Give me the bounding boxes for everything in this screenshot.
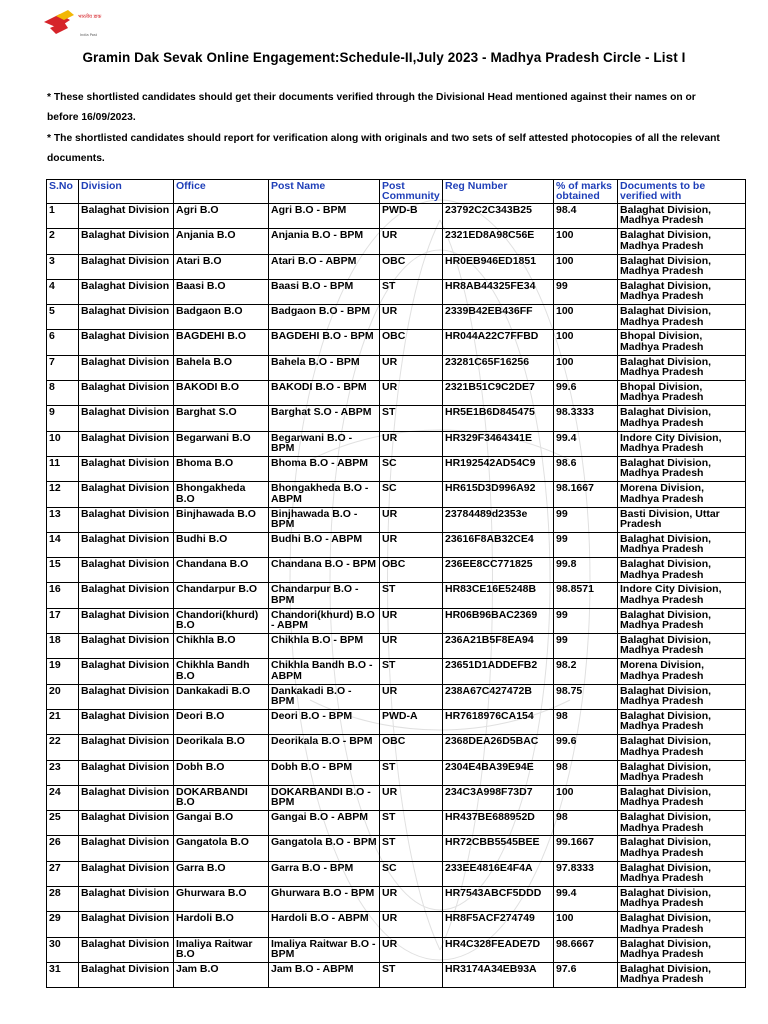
table-row	[47, 937, 746, 962]
cell-documents-verified-with: Balaghat Division, Madhya Pradesh	[618, 709, 746, 734]
cell-marks: 99.4	[554, 431, 618, 456]
cell-post-name: Dobh B.O - BPM	[269, 760, 380, 785]
cell-division: Balaghat Division	[79, 532, 174, 557]
table-row	[47, 811, 746, 836]
page-title: Gramin Dak Sevak Online Engagement:Schedule-II,July 2023 - Madhya Pradesh Circle - List I	[82, 50, 686, 65]
cell-marks: 98.2	[554, 659, 618, 684]
cell-reg-number: 23651D1ADDEFB2	[443, 659, 554, 684]
cell-marks: 99.1667	[554, 836, 618, 861]
cell-reg-number: HR3174A34EB93A	[443, 962, 554, 987]
cell-office: Bahela B.O	[174, 355, 269, 380]
cell-post-name: Anjania B.O - BPM	[269, 229, 380, 254]
cell-post-community: UR	[380, 381, 443, 406]
cell-documents-verified-with: Balaghat Division, Madhya Pradesh	[618, 279, 746, 304]
cell-marks: 98.6667	[554, 937, 618, 962]
cell-documents-verified-with: Morena Division, Madhya Pradesh	[618, 482, 746, 507]
cell-division: Balaghat Division	[79, 330, 174, 355]
cell-office: Deori B.O	[174, 709, 269, 734]
cell-division: Balaghat Division	[79, 861, 174, 886]
cell-division: Balaghat Division	[79, 482, 174, 507]
cell-documents-verified-with: Bhopal Division, Madhya Pradesh	[618, 330, 746, 355]
cell-sno: 28	[47, 887, 79, 912]
cell-marks: 100	[554, 912, 618, 937]
cell-post-name: Chandarpur B.O - BPM	[269, 583, 380, 608]
cell-sno: 21	[47, 709, 79, 734]
cell-documents-verified-with: Balaghat Division, Madhya Pradesh	[618, 861, 746, 886]
cell-post-name: DOKARBANDI B.O - BPM	[269, 785, 380, 810]
cell-division: Balaghat Division	[79, 305, 174, 330]
cell-documents-verified-with: Balaghat Division, Madhya Pradesh	[618, 406, 746, 431]
cell-post-community: UR	[380, 912, 443, 937]
cell-office: Gangai B.O	[174, 811, 269, 836]
cell-documents-verified-with: Morena Division, Madhya Pradesh	[618, 659, 746, 684]
cell-reg-number: HR83CE16E5248B	[443, 583, 554, 608]
cell-post-community: UR	[380, 684, 443, 709]
cell-post-community: ST	[380, 406, 443, 431]
cell-documents-verified-with: Balaghat Division, Madhya Pradesh	[618, 608, 746, 633]
cell-post-name: Chikhla Bandh B.O - ABPM	[269, 659, 380, 684]
cell-post-community: ST	[380, 836, 443, 861]
cell-division: Balaghat Division	[79, 887, 174, 912]
cell-office: Jam B.O	[174, 962, 269, 987]
cell-office: BAKODI B.O	[174, 381, 269, 406]
cell-reg-number: HR7543ABCF5DDD	[443, 887, 554, 912]
table-row	[47, 330, 746, 355]
cell-documents-verified-with: Balaghat Division, Madhya Pradesh	[618, 558, 746, 583]
cell-office: Chandarpur B.O	[174, 583, 269, 608]
cell-marks: 99	[554, 507, 618, 532]
cell-sno: 13	[47, 507, 79, 532]
cell-marks: 98.1667	[554, 482, 618, 507]
cell-sno: 15	[47, 558, 79, 583]
cell-marks: 99	[554, 608, 618, 633]
cell-division: Balaghat Division	[79, 836, 174, 861]
cell-division: Balaghat Division	[79, 229, 174, 254]
cell-marks: 100	[554, 305, 618, 330]
cell-division: Balaghat Division	[79, 962, 174, 987]
cell-reg-number: HR192542AD54C9	[443, 456, 554, 481]
table-row	[47, 836, 746, 861]
cell-marks: 100	[554, 254, 618, 279]
cell-post-name: Bahela B.O - BPM	[269, 355, 380, 380]
cell-documents-verified-with: Balaghat Division, Madhya Pradesh	[618, 887, 746, 912]
cell-documents-verified-with: Balaghat Division, Madhya Pradesh	[618, 634, 746, 659]
cell-office: Barghat S.O	[174, 406, 269, 431]
cell-reg-number: 23792C2C343B25	[443, 204, 554, 229]
cell-reg-number: 23784489d2353e	[443, 507, 554, 532]
svg-text:भारतीय डाक: भारतीय डाक	[78, 14, 102, 20]
cell-documents-verified-with: Basti Division, Uttar Pradesh	[618, 507, 746, 532]
cell-reg-number: HR8AB44325FE34	[443, 279, 554, 304]
cell-sno: 6	[47, 330, 79, 355]
cell-post-name: Gangai B.O - ABPM	[269, 811, 380, 836]
cell-reg-number: HR8F5ACF274749	[443, 912, 554, 937]
cell-documents-verified-with: Indore City Division, Madhya Pradesh	[618, 431, 746, 456]
cell-marks: 98.75	[554, 684, 618, 709]
cell-reg-number: HR0EB946ED1851	[443, 254, 554, 279]
cell-post-community: UR	[380, 507, 443, 532]
table-row	[47, 279, 746, 304]
cell-post-name: Dankakadi B.O - BPM	[269, 684, 380, 709]
cell-division: Balaghat Division	[79, 406, 174, 431]
cell-sno: 29	[47, 912, 79, 937]
cell-sno: 18	[47, 634, 79, 659]
table-row	[47, 507, 746, 532]
cell-office: Chandori(khurd) B.O	[174, 608, 269, 633]
cell-post-name: Chandana B.O - BPM	[269, 558, 380, 583]
cell-documents-verified-with: Balaghat Division, Madhya Pradesh	[618, 937, 746, 962]
cell-post-community: UR	[380, 229, 443, 254]
cell-sno: 30	[47, 937, 79, 962]
cell-post-name: Baasi B.O - BPM	[269, 279, 380, 304]
cell-office: Binjhawada B.O	[174, 507, 269, 532]
cell-reg-number: HR437BE688952D	[443, 811, 554, 836]
cell-marks: 99	[554, 634, 618, 659]
cell-division: Balaghat Division	[79, 760, 174, 785]
table-row	[47, 634, 746, 659]
cell-reg-number: HR4C328FEADE7D	[443, 937, 554, 962]
table-row	[47, 583, 746, 608]
cell-post-community: ST	[380, 583, 443, 608]
cell-office: Chikhla B.O	[174, 634, 269, 659]
table-row	[47, 532, 746, 557]
cell-documents-verified-with: Balaghat Division, Madhya Pradesh	[618, 811, 746, 836]
table-row	[47, 229, 746, 254]
cell-reg-number: 2321ED8A98C56E	[443, 229, 554, 254]
cell-office: Chandana B.O	[174, 558, 269, 583]
cell-office: BAGDEHI B.O	[174, 330, 269, 355]
cell-post-name: Bhongakheda B.O - ABPM	[269, 482, 380, 507]
cell-documents-verified-with: Balaghat Division, Madhya Pradesh	[618, 229, 746, 254]
table-row	[47, 861, 746, 886]
cell-post-name: Chikhla B.O - BPM	[269, 634, 380, 659]
cell-office: Dobh B.O	[174, 760, 269, 785]
cell-post-name: Bhoma B.O - ABPM	[269, 456, 380, 481]
notes-block	[47, 88, 727, 170]
cell-marks: 100	[554, 330, 618, 355]
cell-post-name: Deori B.O - BPM	[269, 709, 380, 734]
cell-reg-number: HR06B96BAC2369	[443, 608, 554, 633]
cell-marks: 98.8571	[554, 583, 618, 608]
cell-post-community: ST	[380, 279, 443, 304]
cell-office: Gangatola B.O	[174, 836, 269, 861]
cell-post-name: Budhi B.O - ABPM	[269, 532, 380, 557]
cell-marks: 100	[554, 785, 618, 810]
cell-post-name: Deorikala B.O - BPM	[269, 735, 380, 760]
cell-marks: 98	[554, 709, 618, 734]
header-sno: S.No	[47, 180, 79, 204]
cell-post-name: Badgaon B.O - BPM	[269, 305, 380, 330]
cell-marks: 99.4	[554, 887, 618, 912]
cell-sno: 17	[47, 608, 79, 633]
cell-marks: 98.4	[554, 204, 618, 229]
cell-sno: 31	[47, 962, 79, 987]
cell-sno: 26	[47, 836, 79, 861]
cell-office: Hardoli B.O	[174, 912, 269, 937]
cell-office: Begarwani B.O	[174, 431, 269, 456]
cell-marks: 97.8333	[554, 861, 618, 886]
cell-reg-number: HR7618976CA154	[443, 709, 554, 734]
cell-office: Ghurwara B.O	[174, 887, 269, 912]
cell-post-name: Gangatola B.O - BPM	[269, 836, 380, 861]
cell-post-community: OBC	[380, 735, 443, 760]
cell-marks: 100	[554, 355, 618, 380]
cell-post-community: ST	[380, 962, 443, 987]
cell-division: Balaghat Division	[79, 684, 174, 709]
cell-office: Imaliya Raitwar B.O	[174, 937, 269, 962]
cell-reg-number: 23281C65F16256	[443, 355, 554, 380]
header-division: Division	[79, 180, 174, 204]
cell-post-community: ST	[380, 811, 443, 836]
table-row	[47, 760, 746, 785]
cell-marks: 98.6	[554, 456, 618, 481]
cell-post-community: UR	[380, 608, 443, 633]
table-row	[47, 456, 746, 481]
cell-reg-number: HR044A22C7FFBD	[443, 330, 554, 355]
table-row	[47, 608, 746, 633]
cell-sno: 20	[47, 684, 79, 709]
cell-division: Balaghat Division	[79, 912, 174, 937]
table-row	[47, 355, 746, 380]
cell-marks: 98	[554, 811, 618, 836]
header-reg-number: Reg Number	[443, 180, 554, 204]
cell-post-name: Ghurwara B.O - BPM	[269, 887, 380, 912]
cell-office: Agri B.O	[174, 204, 269, 229]
cell-marks: 99	[554, 279, 618, 304]
cell-post-community: SC	[380, 861, 443, 886]
cell-post-community: UR	[380, 305, 443, 330]
cell-post-name: Imaliya Raitwar B.O - BPM	[269, 937, 380, 962]
cell-post-community: OBC	[380, 330, 443, 355]
cell-post-name: Garra B.O - BPM	[269, 861, 380, 886]
cell-office: Budhi B.O	[174, 532, 269, 557]
cell-documents-verified-with: Balaghat Division, Madhya Pradesh	[618, 760, 746, 785]
cell-sno: 25	[47, 811, 79, 836]
cell-documents-verified-with: Balaghat Division, Madhya Pradesh	[618, 836, 746, 861]
cell-office: Anjania B.O	[174, 229, 269, 254]
cell-office: DOKARBANDI B.O	[174, 785, 269, 810]
cell-documents-verified-with: Balaghat Division, Madhya Pradesh	[618, 204, 746, 229]
cell-sno: 5	[47, 305, 79, 330]
table-row	[47, 709, 746, 734]
cell-sno: 4	[47, 279, 79, 304]
cell-division: Balaghat Division	[79, 431, 174, 456]
cell-division: Balaghat Division	[79, 659, 174, 684]
cell-sno: 11	[47, 456, 79, 481]
cell-post-name: BAKODI B.O - BPM	[269, 381, 380, 406]
cell-sno: 23	[47, 760, 79, 785]
cell-division: Balaghat Division	[79, 381, 174, 406]
cell-reg-number: 233EE4816E4F4A	[443, 861, 554, 886]
table-row	[47, 785, 746, 810]
cell-documents-verified-with: Balaghat Division, Madhya Pradesh	[618, 305, 746, 330]
cell-division: Balaghat Division	[79, 507, 174, 532]
cell-office: Dankakadi B.O	[174, 684, 269, 709]
cell-post-community: SC	[380, 482, 443, 507]
cell-division: Balaghat Division	[79, 279, 174, 304]
cell-documents-verified-with: Balaghat Division, Madhya Pradesh	[618, 962, 746, 987]
table-row	[47, 305, 746, 330]
cell-sno: 1	[47, 204, 79, 229]
cell-marks: 100	[554, 229, 618, 254]
cell-reg-number: 2368DEA26D5BAC	[443, 735, 554, 760]
cell-post-community: UR	[380, 887, 443, 912]
table-row	[47, 204, 746, 229]
cell-reg-number: HR615D3D996A92	[443, 482, 554, 507]
header-post-community: Post Community	[380, 180, 443, 204]
cell-post-community: UR	[380, 785, 443, 810]
cell-marks: 99.8	[554, 558, 618, 583]
cell-division: Balaghat Division	[79, 558, 174, 583]
cell-post-name: Begarwani B.O - BPM	[269, 431, 380, 456]
cell-marks: 97.6	[554, 962, 618, 987]
shortlisted-candidates-table	[46, 179, 746, 988]
cell-marks: 99.6	[554, 735, 618, 760]
table-header-row	[47, 180, 746, 204]
cell-division: Balaghat Division	[79, 634, 174, 659]
cell-reg-number: HR5E1B6D845475	[443, 406, 554, 431]
cell-division: Balaghat Division	[79, 937, 174, 962]
cell-marks: 98.3333	[554, 406, 618, 431]
cell-sno: 8	[47, 381, 79, 406]
cell-reg-number: 2321B51C9C2DE7	[443, 381, 554, 406]
table-row	[47, 406, 746, 431]
cell-post-name: Jam B.O - ABPM	[269, 962, 380, 987]
cell-sno: 19	[47, 659, 79, 684]
cell-post-community: OBC	[380, 254, 443, 279]
cell-marks: 99.6	[554, 381, 618, 406]
table-row	[47, 381, 746, 406]
cell-post-name: Binjhawada B.O - BPM	[269, 507, 380, 532]
cell-reg-number: 236EE8CC771825	[443, 558, 554, 583]
cell-office: Atari B.O	[174, 254, 269, 279]
cell-division: Balaghat Division	[79, 583, 174, 608]
cell-documents-verified-with: Bhopal Division, Madhya Pradesh	[618, 381, 746, 406]
header-office: Office	[174, 180, 269, 204]
cell-post-community: SC	[380, 456, 443, 481]
cell-post-name: Hardoli B.O - ABPM	[269, 912, 380, 937]
cell-sno: 24	[47, 785, 79, 810]
india-post-logo	[40, 6, 114, 46]
cell-sno: 10	[47, 431, 79, 456]
cell-division: Balaghat Division	[79, 811, 174, 836]
cell-sno: 12	[47, 482, 79, 507]
cell-office: Bhoma B.O	[174, 456, 269, 481]
cell-post-community: ST	[380, 760, 443, 785]
cell-post-community: UR	[380, 937, 443, 962]
cell-documents-verified-with: Balaghat Division, Madhya Pradesh	[618, 912, 746, 937]
cell-documents-verified-with: Balaghat Division, Madhya Pradesh	[618, 532, 746, 557]
cell-reg-number: 2304E4BA39E94E	[443, 760, 554, 785]
cell-documents-verified-with: Balaghat Division, Madhya Pradesh	[618, 735, 746, 760]
cell-post-community: UR	[380, 634, 443, 659]
header-post-name: Post Name	[269, 180, 380, 204]
cell-division: Balaghat Division	[79, 608, 174, 633]
cell-reg-number: 238A67C427472B	[443, 684, 554, 709]
cell-division: Balaghat Division	[79, 254, 174, 279]
note-originals-photocopies: * The shortlisted candidates should report for verification along with originals and two sets of self attested photocopies of all the relevant documents.	[47, 133, 720, 164]
cell-post-community: ST	[380, 659, 443, 684]
cell-division: Balaghat Division	[79, 735, 174, 760]
cell-post-community: PWD-A	[380, 709, 443, 734]
cell-office: Baasi B.O	[174, 279, 269, 304]
cell-marks: 99	[554, 532, 618, 557]
note-documents-deadline: * These shortlisted candidates should get their documents verified through the Divisional Head mentioned against their names on or before 16/09/2023.	[47, 92, 696, 123]
cell-post-community: UR	[380, 431, 443, 456]
cell-post-name: Atari B.O - ABPM	[269, 254, 380, 279]
cell-documents-verified-with: Balaghat Division, Madhya Pradesh	[618, 684, 746, 709]
cell-sno: 27	[47, 861, 79, 886]
cell-documents-verified-with: Balaghat Division, Madhya Pradesh	[618, 785, 746, 810]
table-row	[47, 482, 746, 507]
cell-reg-number: HR329F3464341E	[443, 431, 554, 456]
cell-post-community: PWD-B	[380, 204, 443, 229]
header-marks: % of marks obtained	[554, 180, 618, 204]
cell-sno: 7	[47, 355, 79, 380]
cell-office: Garra B.O	[174, 861, 269, 886]
table-row	[47, 962, 746, 987]
cell-post-name: Agri B.O - BPM	[269, 204, 380, 229]
table-row	[47, 887, 746, 912]
cell-division: Balaghat Division	[79, 709, 174, 734]
cell-division: Balaghat Division	[79, 456, 174, 481]
svg-text:India Post: India Post	[80, 33, 98, 37]
cell-post-community: UR	[380, 532, 443, 557]
cell-reg-number: HR72CBB5545BEE	[443, 836, 554, 861]
cell-sno: 16	[47, 583, 79, 608]
cell-post-community: UR	[380, 355, 443, 380]
cell-documents-verified-with: Indore City Division, Madhya Pradesh	[618, 583, 746, 608]
cell-reg-number: 23616F8AB32CE4	[443, 532, 554, 557]
cell-division: Balaghat Division	[79, 355, 174, 380]
cell-marks: 98	[554, 760, 618, 785]
cell-sno: 14	[47, 532, 79, 557]
table-row	[47, 558, 746, 583]
table-row	[47, 659, 746, 684]
cell-office: Badgaon B.O	[174, 305, 269, 330]
table-row	[47, 912, 746, 937]
cell-reg-number: 236A21B5F8EA94	[443, 634, 554, 659]
cell-sno: 22	[47, 735, 79, 760]
cell-post-name: BAGDEHI B.O - BPM	[269, 330, 380, 355]
cell-division: Balaghat Division	[79, 785, 174, 810]
cell-reg-number: 234C3A998F73D7	[443, 785, 554, 810]
cell-sno: 2	[47, 229, 79, 254]
cell-office: Deorikala B.O	[174, 735, 269, 760]
table-row	[47, 431, 746, 456]
cell-office: Chikhla Bandh B.O	[174, 659, 269, 684]
cell-post-name: Chandori(khurd) B.O - ABPM	[269, 608, 380, 633]
cell-reg-number: 2339B42EB436FF	[443, 305, 554, 330]
cell-post-community: OBC	[380, 558, 443, 583]
cell-post-name: Barghat S.O - ABPM	[269, 406, 380, 431]
table-row	[47, 684, 746, 709]
table-row	[47, 254, 746, 279]
cell-documents-verified-with: Balaghat Division, Madhya Pradesh	[618, 254, 746, 279]
cell-office: Bhongakheda B.O	[174, 482, 269, 507]
table-row	[47, 735, 746, 760]
header-documents-verified-with: Documents to be verified with	[618, 180, 746, 204]
cell-division: Balaghat Division	[79, 204, 174, 229]
cell-documents-verified-with: Balaghat Division, Madhya Pradesh	[618, 456, 746, 481]
cell-documents-verified-with: Balaghat Division, Madhya Pradesh	[618, 355, 746, 380]
cell-sno: 3	[47, 254, 79, 279]
cell-sno: 9	[47, 406, 79, 431]
